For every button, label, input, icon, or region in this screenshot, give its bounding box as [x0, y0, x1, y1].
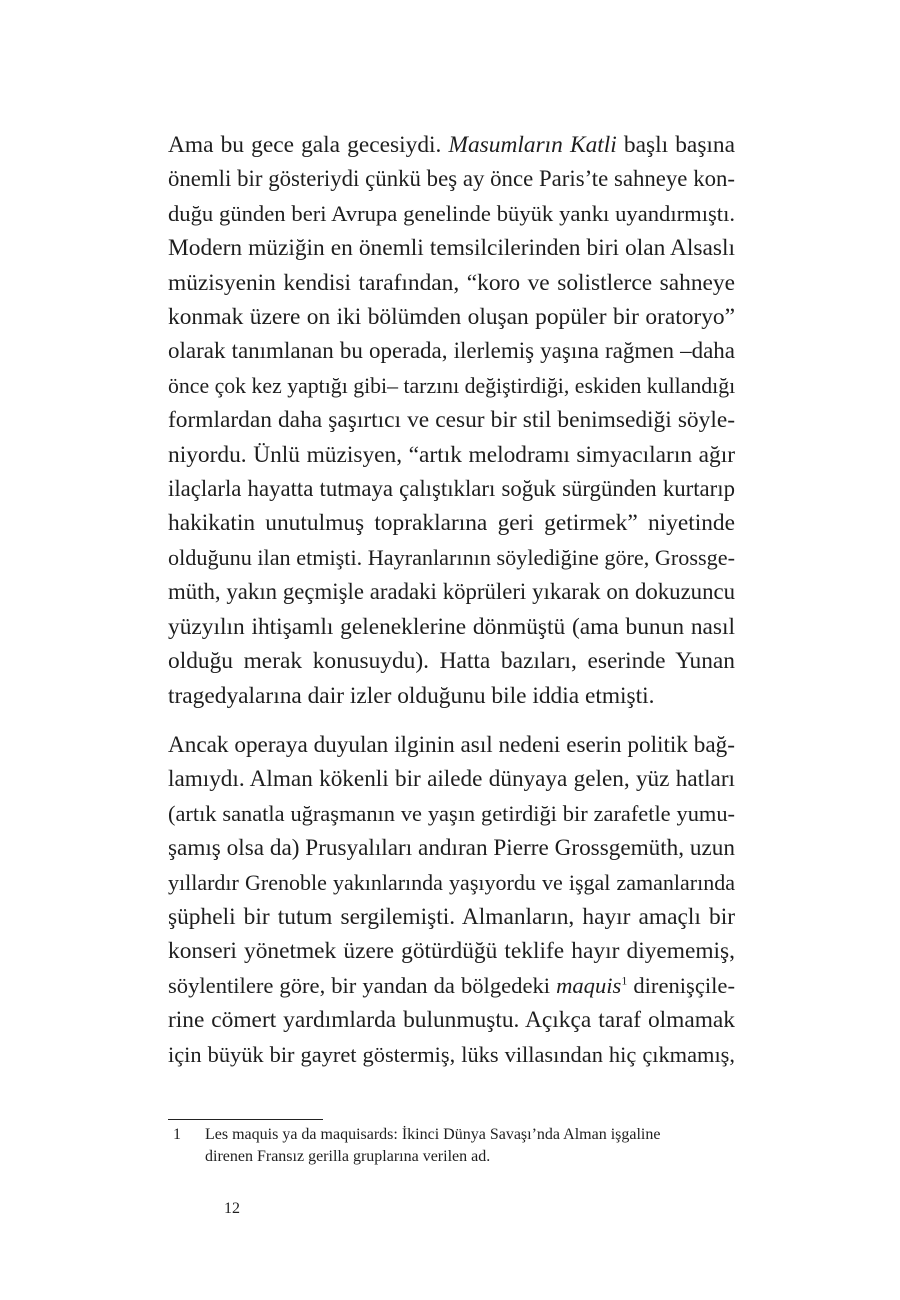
text-line: için büyük bir gayret göstermiş, lüks villasından hiç çıkmamış, [168, 1041, 735, 1067]
body-text [168, 128, 735, 1072]
text-line: Ama bu gece gala gecesiydi. Masumların Katli başlı başına [168, 132, 735, 158]
text-line: rine cömert yardımlarda bulunmuştu. Açıkça taraf olmamak [168, 1007, 735, 1034]
text-line: Modern müziğin en önemli temsilcilerinden biri olan Alsaslı [168, 235, 735, 262]
text-line: formlardan daha şaşırtıcı ve cesur bir stil benimsediği söyle- [168, 407, 735, 434]
maquis-italic: maquis [556, 972, 622, 998]
text-line: (artık sanatla uğraşmanın ve yaşın getirdiği bir zarafetle yumu- [168, 800, 735, 826]
text-line: lamıydı. Alman kökenli bir ailede dünyaya gelen, yüz hatları [168, 766, 735, 793]
text-line: tragedyalarına dair izler olduğunu bile iddia etmişti. [168, 682, 655, 709]
text-line: hakikatin unutulmuş topraklarına geri getirmek” niyetinde [168, 510, 735, 537]
text-line: söylentilere göre, bir yandan da bölgedeki maquis$^1$ direnişçile- [168, 972, 735, 998]
footnote-line: direnen Fransız gerilla gruplarına verilen ad. [205, 1148, 491, 1165]
text-line: yıllardır Grenoble yakınlarında yaşıyordu ve işgal zamanlarında [168, 869, 735, 895]
text-line: müth, yakın geçmişle aradaki köprüleri yıkarak on dokuzuncu [168, 579, 735, 605]
footnote [168, 1124, 735, 1168]
text-line: konseri yönetmek üzere götürdüğü teklife hayır diyememiş, [168, 938, 735, 965]
text-line: konmak üzere on iki bölümden oluşan popüler bir oratoryo” [168, 304, 735, 331]
text-line: niyordu. Ünlü müzisyen, “artık melodramı simyacıların ağır [168, 441, 735, 468]
text-line: olduğu merak konusuydu). Hatta bazıları, eserinde Yunan [168, 648, 735, 675]
text-line: duğu günden beri Avrupa genelinde büyük yankı uyandırmıştı. [168, 200, 735, 226]
footnote-reference: 1 [621, 973, 628, 988]
paragraph-2 [168, 728, 735, 1072]
text-line: Ancak operaya duyulan ilginin asıl nedeni eserin politik bağ- [168, 731, 735, 758]
text-line: şüpheli bir tutum sergilemişti. Almanların, hayır amaçlı bir [168, 903, 735, 930]
footnote-line: Les maquis ya da maquisards: İkinci Dünya Savaşı’nda Alman işgaline [205, 1126, 661, 1143]
footnote-separator [168, 1119, 323, 1120]
text-line: olarak tanımlanan bu operada, ilerlemiş yaşına rağmen –daha [168, 338, 735, 364]
text-line: önemli bir gösteriydi çünkü beş ay önce Paris’te sahneye kon- [168, 166, 735, 192]
text-line: ilaçlarla hayatta tutmaya çalıştıkları soğuk sürgünden kurtarıp [168, 476, 735, 502]
text-line: önce çok kez yaptığı gibi– tarzını değiştirdiği, eskiden kullandığı [168, 373, 736, 398]
footnote-text [205, 1124, 735, 1168]
footnote-number: 1 [173, 1126, 181, 1143]
text-line: olduğunu ilan etmişti. Hayranlarının söylediğine göre, Grossge- [168, 544, 735, 570]
book-title-italic: Masumların Katli [448, 132, 617, 158]
page-number: 12 [224, 1200, 240, 1217]
paragraph-1 [168, 128, 735, 713]
paragraph-gap [168, 713, 735, 728]
text-line: şamış olsa da) Prusyalıları andıran Pierre Grossgemüth, uzun [168, 835, 735, 862]
text-line: müzisyenin kendisi tarafından, “koro ve solistlerce sahneye [168, 269, 735, 296]
text-line: yüzyılın ihtişamlı geleneklerine dönmüştü (ama bunun nasıl [168, 613, 735, 640]
